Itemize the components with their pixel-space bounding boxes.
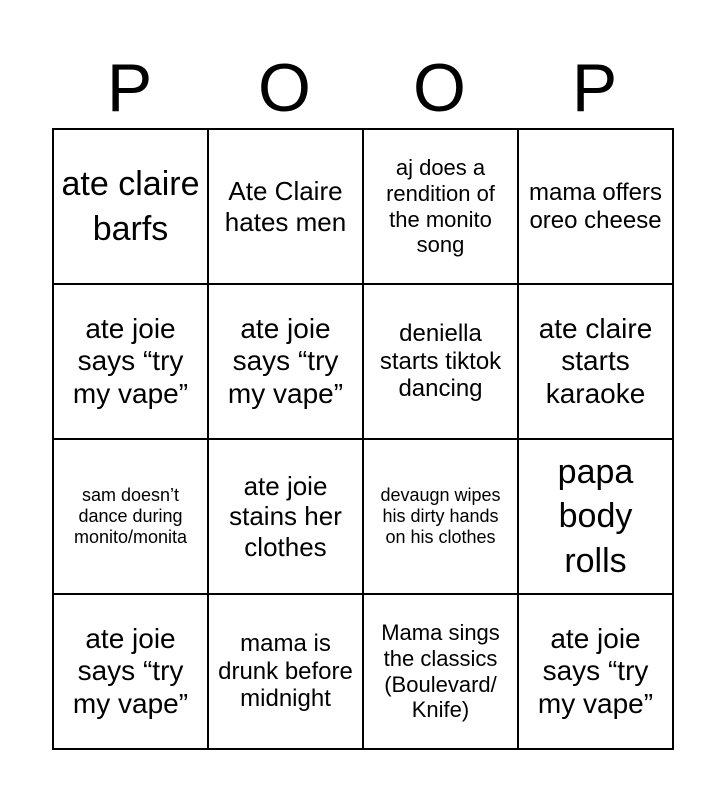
bingo-cell[interactable]: devaugn wipes his dirty hands on his clothes [363,439,518,594]
header-letter: O [258,50,311,126]
bingo-cell[interactable]: Ate Claire hates men [208,129,363,284]
bingo-cell[interactable]: ate claire barfs [53,129,208,284]
bingo-cell[interactable]: sam doesn’t dance during monito/monita [53,439,208,594]
bingo-cell[interactable]: ate claire starts karaoke [518,284,673,439]
bingo-row [53,284,673,439]
bingo-cell[interactable]: ate joie says “try my vape” [208,284,363,439]
bingo-cell[interactable]: papa body rolls [518,439,673,594]
bingo-cell[interactable]: mama offers oreo cheese [518,129,673,284]
bingo-cell[interactable]: deniella starts tiktok dancing [363,284,518,439]
bingo-cell[interactable]: ate joie says “try my vape” [53,284,208,439]
bingo-cell[interactable]: Mama sings the classics (Boulevard/ Knife) [363,594,518,749]
bingo-cell[interactable]: aj does a rendition of the monito song [363,129,518,284]
bingo-cell[interactable]: mama is drunk before midnight [208,594,363,749]
bingo-cell[interactable]: ate joie says “try my vape” [53,594,208,749]
bingo-cell[interactable]: ate joie stains her clothes [208,439,363,594]
bingo-cell[interactable]: ate joie says “try my vape” [518,594,673,749]
header-letter: O [413,50,466,126]
bingo-row [53,129,673,284]
bingo-row [53,439,673,594]
header-letter: P [571,50,618,126]
bingo-header [52,48,672,128]
bingo-grid [52,128,674,750]
bingo-row [53,594,673,749]
header-letter: P [106,50,153,126]
